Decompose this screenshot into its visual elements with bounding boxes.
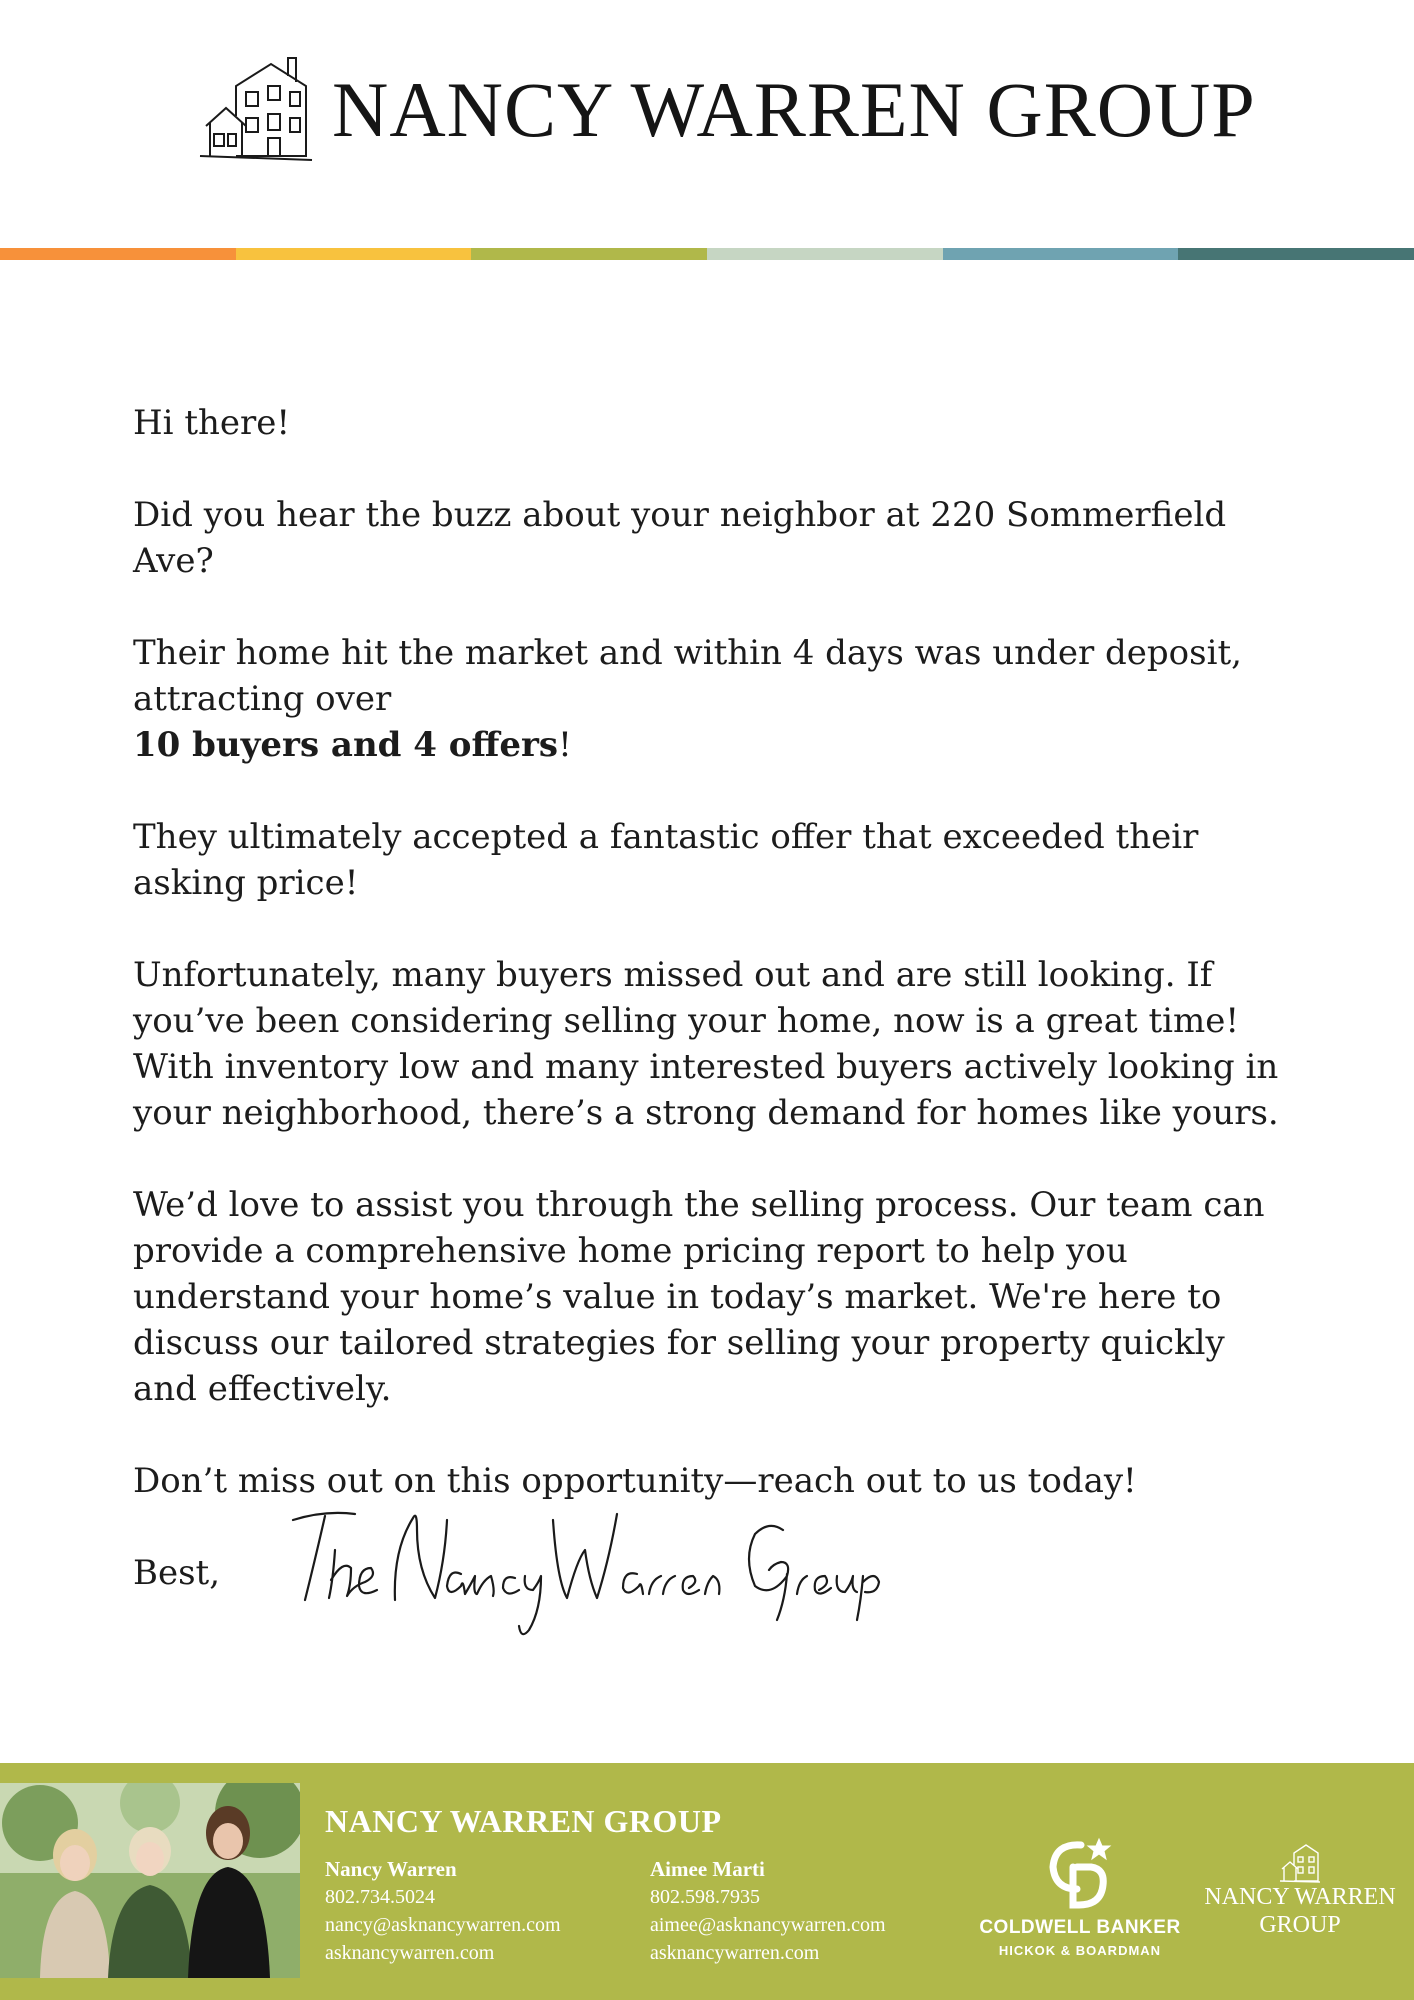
nwg-footer-line1: NANCY WARREN: [1204, 1884, 1396, 1910]
stripe-segment: [471, 248, 707, 260]
team-photo: [0, 1783, 300, 1978]
stripe-segment: [236, 248, 472, 260]
closing: Best,: [133, 1553, 221, 1593]
contact-website[interactable]: asknancywarren.com: [325, 1942, 495, 1964]
house-logo-icon: [196, 56, 314, 164]
cb-monogram-icon: [975, 1833, 1185, 1913]
paragraph-assist: We’d love to assist you through the selling process. Our team can provide a comprehensive home pricing report to help you understand your home’s value in today’s market. We're here to discuss our tailored strategies for selling your property quickly and effectively.: [133, 1185, 1265, 1409]
paragraph-cta: Don’t miss out on this opportunity—reach out to us today!: [133, 1461, 1137, 1501]
coldwell-banker-logo: [975, 1833, 1185, 1963]
contact-email[interactable]: aimee@asknancywarren.com: [650, 1914, 886, 1936]
color-stripe: [0, 248, 1414, 260]
stripe-segment: [707, 248, 943, 260]
greeting: Hi there!: [133, 403, 291, 443]
stripe-segment: [0, 248, 236, 260]
buyers-offers-highlight: 10 buyers and 4 offers: [133, 725, 559, 765]
letterhead-header: [0, 0, 1414, 250]
market-text: Their home hit the market and within 4 days was under deposit, attracting over: [133, 633, 1242, 719]
brand-title: NANCY WARREN GROUP: [332, 66, 1256, 153]
brand-logo: [196, 55, 1256, 165]
paragraph-neighbor: Did you hear the buzz about your neighbor at 220 Sommerfield Ave?: [133, 495, 1227, 581]
contact-card: [325, 1855, 561, 1967]
letter-body: [133, 400, 1293, 1596]
contact-footer: [0, 1763, 1414, 2000]
paragraph-buyers: Unfortunately, many buyers missed out and are still looking. If you’ve been considering selling your home, now is a great time! With inventory low and many interested buyers actively looking in your neighborhood, there’s a strong demand for homes like yours.: [133, 955, 1279, 1133]
contact-card: [650, 1855, 886, 1967]
contact-name: Nancy Warren: [325, 1857, 457, 1881]
contact-phone[interactable]: 802.734.5024: [325, 1886, 435, 1908]
contact-email[interactable]: nancy@asknancywarren.com: [325, 1914, 561, 1936]
nwg-footer-logo: [1200, 1843, 1400, 1939]
footer-title: NANCY WARREN GROUP: [325, 1803, 722, 1839]
brokerage-name: COLDWELL BANKER: [979, 1917, 1181, 1938]
nwg-footer-line2: GROUP: [1259, 1912, 1341, 1938]
contact-website[interactable]: asknancywarren.com: [650, 1942, 820, 1964]
exclamation: !: [558, 725, 572, 765]
stripe-segment: [943, 248, 1179, 260]
paragraph-offer: They ultimately accepted a fantastic offer that exceeded their asking price!: [133, 817, 1199, 903]
stripe-segment: [1178, 248, 1414, 260]
paragraph-market: [133, 630, 1293, 768]
contact-phone[interactable]: 802.598.7935: [650, 1886, 760, 1908]
signature: [285, 1490, 885, 1640]
house-logo-icon: [1200, 1843, 1400, 1883]
brokerage-sub: HICKOK & BOARDMAN: [998, 1943, 1162, 1958]
contact-name: Aimee Marti: [650, 1857, 765, 1881]
